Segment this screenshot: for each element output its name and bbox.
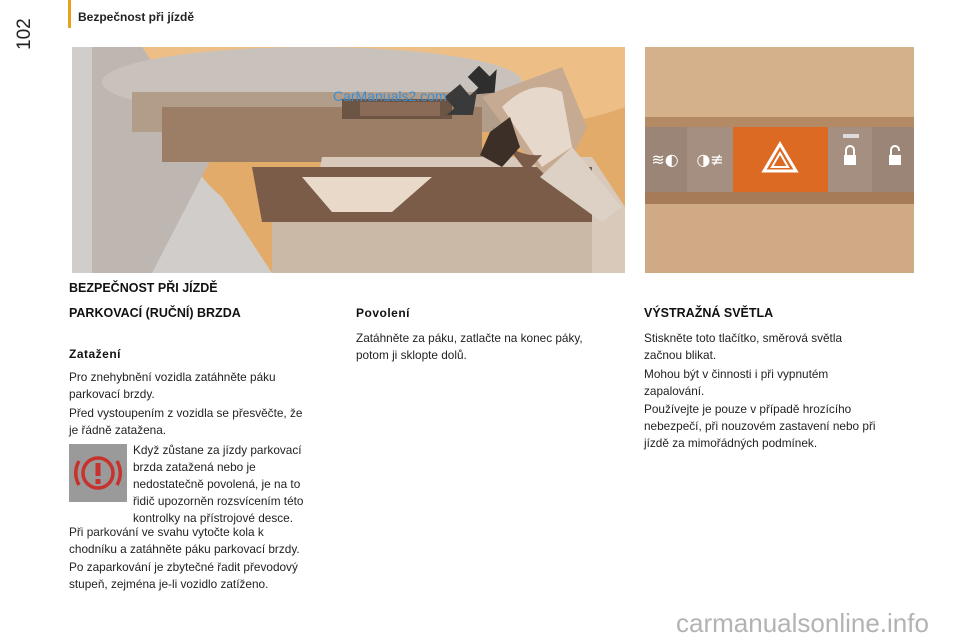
text-line: Před vystoupením z vozidla se přesvěčte, že — [69, 406, 303, 420]
hazard-switch-figure — [645, 47, 914, 273]
parking-brake-lever-illustration — [72, 47, 625, 273]
text-line: Pro znehybnění vozidla zatáhněte páku — [69, 370, 276, 384]
release-paragraph — [356, 330, 631, 364]
text-line: parkovací brzdy. — [69, 387, 155, 401]
text-line: řidič upozorněn rozsvícením této — [133, 494, 304, 508]
text-line: Zatáhněte za páku, zatlačte na konec páky, — [356, 331, 583, 345]
watermark-top: CarManuals2.com — [333, 88, 447, 104]
parking-brake-title: PARKOVACÍ (RUČNÍ) BRZDA — [69, 306, 241, 320]
text-line: Používejte je pouze v případě hrozícího — [644, 402, 852, 416]
engage-paragraph-4 — [69, 559, 354, 593]
release-title: Povolení — [356, 306, 411, 320]
text-line: stupeň, zejména je-li vozidlo zatíženo. — [69, 577, 269, 591]
text-line: zapalování. — [644, 384, 705, 398]
text-line: Když zůstane za jízdy parkovací — [133, 443, 302, 457]
page-number: 102 — [14, 18, 35, 50]
text-line: začnou blikat. — [644, 348, 717, 362]
svg-text:≋◐: ≋◐ — [651, 150, 679, 169]
text-line: potom ji sklopte dolů. — [356, 348, 467, 362]
text-line: brzda zatažená nebo je — [133, 460, 256, 474]
engage-paragraph-1 — [69, 369, 349, 403]
text-line: jízdě za mimořádných podmínek. — [644, 436, 818, 450]
text-line: Po zaparkování je zbytečné řadit převodový — [69, 560, 298, 574]
section-title: BEZPEČNOST PŘI JÍZDĚ — [69, 281, 218, 295]
text-line: nedostatečně povolená, je na to — [133, 477, 301, 491]
hazard-paragraph-2 — [644, 366, 924, 400]
parking-brake-figure — [72, 47, 625, 273]
hazard-paragraph-1 — [644, 330, 924, 364]
text-line: Při parkování ve svahu vytočte kola k — [69, 525, 264, 539]
hazard-lights-title: VÝSTRAŽNÁ SVĚTLA — [644, 306, 774, 320]
text-line: chodníku a zatáhněte páku parkovací brzdy. — [69, 542, 300, 556]
svg-text:◑≢: ◑≢ — [696, 150, 724, 169]
brake-warning-icon — [69, 444, 127, 502]
hazard-paragraph-3 — [644, 401, 929, 452]
header-accent-bar — [68, 0, 71, 28]
text-line: je řádně zatažena. — [69, 423, 167, 437]
running-header: Bezpečnost při jízdě — [78, 10, 195, 24]
engage-title: Zatažení — [69, 347, 122, 361]
hazard-switch-panel-illustration — [645, 47, 914, 273]
text-line: Mohou být v činnosti i při vypnutém — [644, 367, 829, 381]
text-line: nebezpečí, při nouzovém zastavení nebo při — [644, 419, 876, 433]
text-line: Stiskněte toto tlačítko, směrová světla — [644, 331, 843, 345]
engage-paragraph-2 — [69, 405, 349, 439]
text-line: kontrolky na přístrojové desce. — [133, 511, 293, 525]
brake-warning-icon-box — [69, 444, 127, 502]
watermark-bottom: carmanualsonline.info — [676, 608, 929, 638]
brake-warning-text — [133, 442, 348, 527]
engage-paragraph-3 — [69, 524, 354, 558]
